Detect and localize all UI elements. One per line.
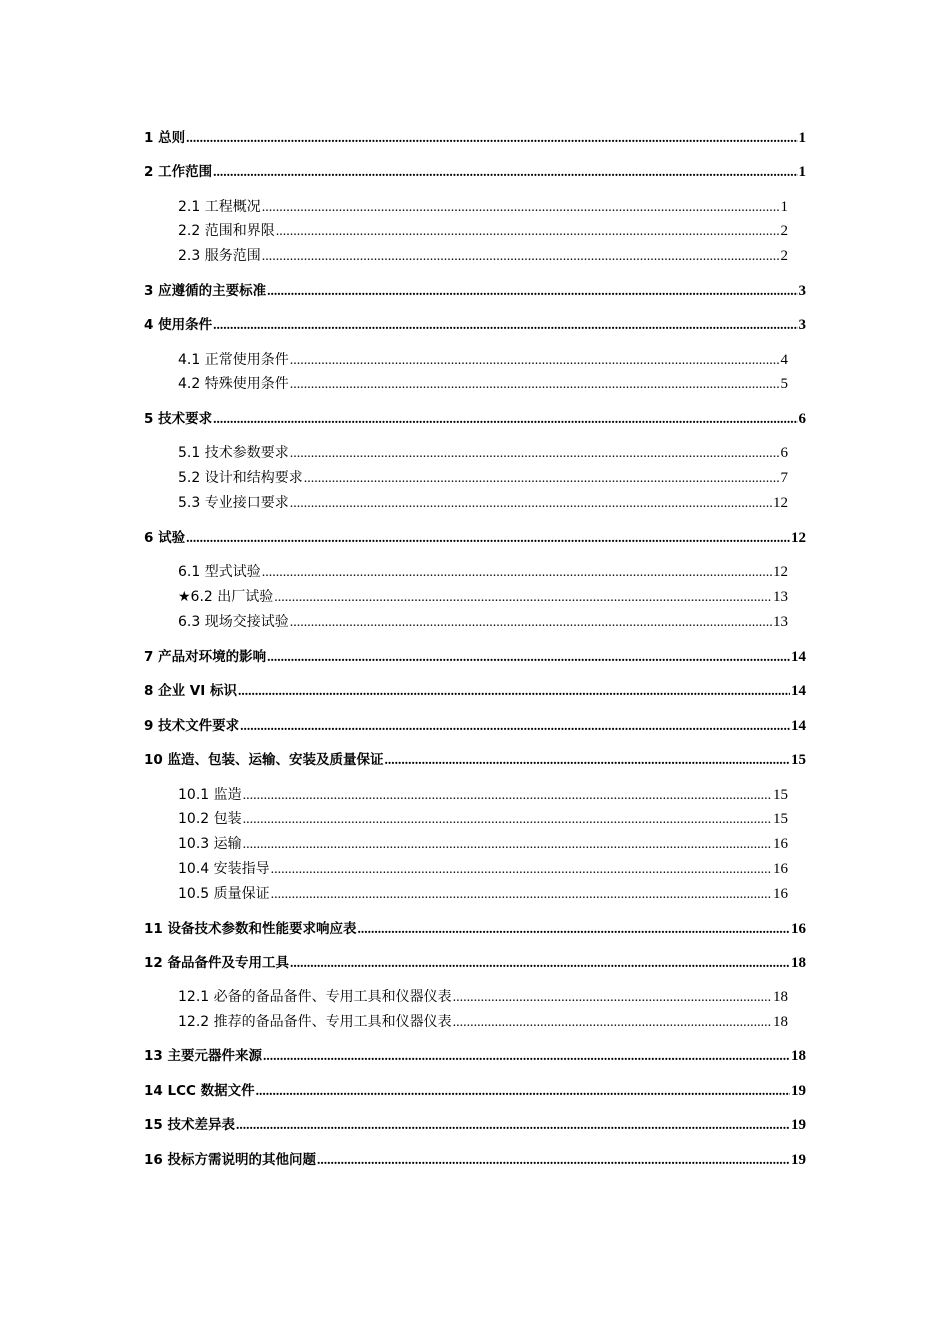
toc-entry-title: 12.1 必备的备品备件、专用工具和仪器仪表 [178,989,452,1005]
toc-entry-level2[interactable] [178,613,788,631]
toc-entry-level2[interactable] [178,786,788,804]
toc-entry-page: 18 [791,955,806,971]
toc-leader-dots [256,1082,790,1100]
toc-entry-page: 3 [798,283,806,299]
toc-leader-dots [274,589,772,607]
toc-entry-page: 19 [791,1152,806,1168]
toc-entry-title: 6.1 型式试验 [178,564,261,580]
toc-entry-page: 2 [780,248,788,264]
toc-entry-level2[interactable] [178,1013,788,1031]
toc-entry-page: 6 [798,411,806,427]
toc-entry-level1[interactable] [144,163,806,181]
toc-entry-title: 4.2 特殊使用条件 [178,376,289,392]
toc-entry-page: 1 [780,199,788,215]
toc-entry-level2[interactable] [178,198,788,216]
toc-entry-level1[interactable] [144,1082,806,1100]
toc-entry-level2[interactable] [178,885,788,903]
toc-entry-level2[interactable] [178,860,788,878]
toc-entry-page: 15 [791,752,806,768]
toc-entry-page: 16 [773,836,788,852]
toc-entry-title: ★6.2 出厂试验 [178,589,274,605]
toc-entry-page: 12 [791,530,806,546]
toc-entry-title: 1 总则 [144,130,186,146]
toc-leader-dots [243,787,772,805]
toc-leader-dots [238,682,790,700]
toc-entry-page: 12 [773,564,788,580]
toc-leader-dots [262,248,780,266]
toc-entry-title: 4.1 正常使用条件 [178,352,289,368]
toc-entry-level2[interactable] [178,588,788,606]
toc-entry-level1[interactable] [144,282,806,300]
toc-entry-title: 15 技术差异表 [144,1117,235,1133]
toc-leader-dots [213,163,797,181]
toc-leader-dots [271,861,772,879]
toc-leader-dots [290,352,780,370]
toc-entry-page: 16 [791,921,806,937]
toc-entry-level1[interactable] [144,648,806,666]
toc-entry-page: 18 [791,1048,806,1064]
toc-entry-title: 3 应遵循的主要标准 [144,283,267,299]
toc-entry-level2[interactable] [178,469,788,487]
toc-leader-dots [243,811,772,829]
toc-entry-page: 14 [791,718,806,734]
toc-entry-title: 5.2 设计和结构要求 [178,470,303,486]
toc-entry-level1[interactable] [144,529,806,547]
toc-entry-page: 16 [773,886,788,902]
toc-entry-level2[interactable] [178,988,788,1006]
toc-entry-page: 13 [773,614,788,630]
toc-entry-title: 10.3 运输 [178,836,242,852]
toc-entry-level2[interactable] [178,810,788,828]
toc-entry-level2[interactable] [178,222,788,240]
toc-entry-level1[interactable] [144,954,806,972]
toc-leader-dots [317,1151,790,1169]
toc-leader-dots [385,751,791,769]
toc-entry-page: 18 [773,1014,788,1030]
toc-entry-page: 18 [773,989,788,1005]
toc-entry-level2[interactable] [178,375,788,393]
toc-leader-dots [186,529,790,547]
toc-leader-dots [243,836,772,854]
toc-entry-title: 5.3 专业接口要求 [178,495,289,511]
toc-entry-title: 2 工作范围 [144,164,213,180]
toc-leader-dots [290,614,772,632]
toc-entry-level1[interactable] [144,717,806,735]
toc-leader-dots [290,954,790,972]
toc-entry-page: 14 [791,683,806,699]
toc-entry-page: 1 [798,130,806,146]
toc-entry-level1[interactable] [144,1116,806,1134]
toc-entry-title: 10.4 安装指导 [178,861,270,877]
toc-entry-title: 6.3 现场交接试验 [178,614,289,630]
toc-entry-level1[interactable] [144,682,806,700]
toc-leader-dots [453,989,772,1007]
toc-entry-level1[interactable] [144,1151,806,1169]
toc-entry-page: 19 [791,1117,806,1133]
toc-entry-page: 12 [773,495,788,511]
toc-entry-page: 15 [773,811,788,827]
toc-entry-title: 10 监造、包装、运输、安装及质量保证 [144,752,384,768]
toc-entry-page: 7 [780,470,788,486]
toc-entry-level2[interactable] [178,563,788,581]
toc-entry-title: 16 投标方需说明的其他问题 [144,1152,316,1168]
toc-leader-dots [267,648,790,666]
toc-leader-dots [290,445,780,463]
toc-entry-title: 10.5 质量保证 [178,886,270,902]
toc-entry-level1[interactable] [144,129,806,147]
toc-entry-page: 19 [791,1083,806,1099]
toc-leader-dots [276,223,780,241]
toc-leader-dots [290,376,780,394]
toc-entry-level1[interactable] [144,316,806,334]
toc-entry-page: 2 [780,223,788,239]
toc-entry-page: 15 [773,787,788,803]
toc-entry-title: 12.2 推荐的备品备件、专用工具和仪器仪表 [178,1014,452,1030]
toc-entry-level2[interactable] [178,444,788,462]
toc-entry-page: 16 [773,861,788,877]
toc-entry-title: 11 设备技术参数和性能要求响应表 [144,921,357,937]
toc-entry-level2[interactable] [178,835,788,853]
toc-entry-title: 5.1 技术参数要求 [178,445,289,461]
toc-leader-dots [236,1116,790,1134]
toc-entry-title: 6 试验 [144,530,186,546]
toc-leader-dots [213,316,797,334]
toc-leader-dots [358,920,791,938]
toc-entry-title: 5 技术要求 [144,411,213,427]
toc-leader-dots [290,495,772,513]
toc-entry-title: 14 LCC 数据文件 [144,1083,255,1099]
toc-leader-dots [213,410,797,428]
toc-entry-title: 9 技术文件要求 [144,718,240,734]
toc-entry-level1[interactable] [144,1047,806,1065]
toc-entry-page: 3 [798,317,806,333]
toc-leader-dots [262,564,772,582]
toc-entry-level2[interactable] [178,247,788,265]
toc-entry-level1[interactable] [144,410,806,428]
toc-entry-title: 12 备品备件及专用工具 [144,955,289,971]
toc-entry-title: 8 企业 VI 标识 [144,683,237,699]
toc-entry-level1[interactable] [144,920,806,938]
toc-leader-dots [240,717,790,735]
toc-entry-level1[interactable] [144,751,806,769]
toc-leader-dots [263,1047,790,1065]
toc-leader-dots [304,470,780,488]
toc-entry-level2[interactable] [178,351,788,369]
toc-leader-dots [453,1014,772,1032]
toc-leader-dots [271,886,772,904]
toc-entry-page: 5 [780,376,788,392]
toc-entry-title: 7 产品对环境的影响 [144,649,267,665]
toc-leader-dots [262,199,780,217]
toc-entry-page: 1 [798,164,806,180]
toc-entry-page: 13 [773,589,788,605]
toc-entry-title: 2.2 范围和界限 [178,223,275,239]
toc-entry-title: 10.2 包装 [178,811,242,827]
toc-entry-title: 4 使用条件 [144,317,213,333]
toc-entry-page: 6 [780,445,788,461]
toc-entry-title: 2.3 服务范围 [178,248,261,264]
toc-entry-page: 4 [780,352,788,368]
toc-leader-dots [267,282,797,300]
toc-entry-title: 13 主要元器件来源 [144,1048,262,1064]
toc-entry-level2[interactable] [178,494,788,512]
toc-entry-title: 2.1 工程概况 [178,199,261,215]
toc-entry-page: 14 [791,649,806,665]
toc-leader-dots [186,129,797,147]
toc-entry-title: 10.1 监造 [178,787,242,803]
